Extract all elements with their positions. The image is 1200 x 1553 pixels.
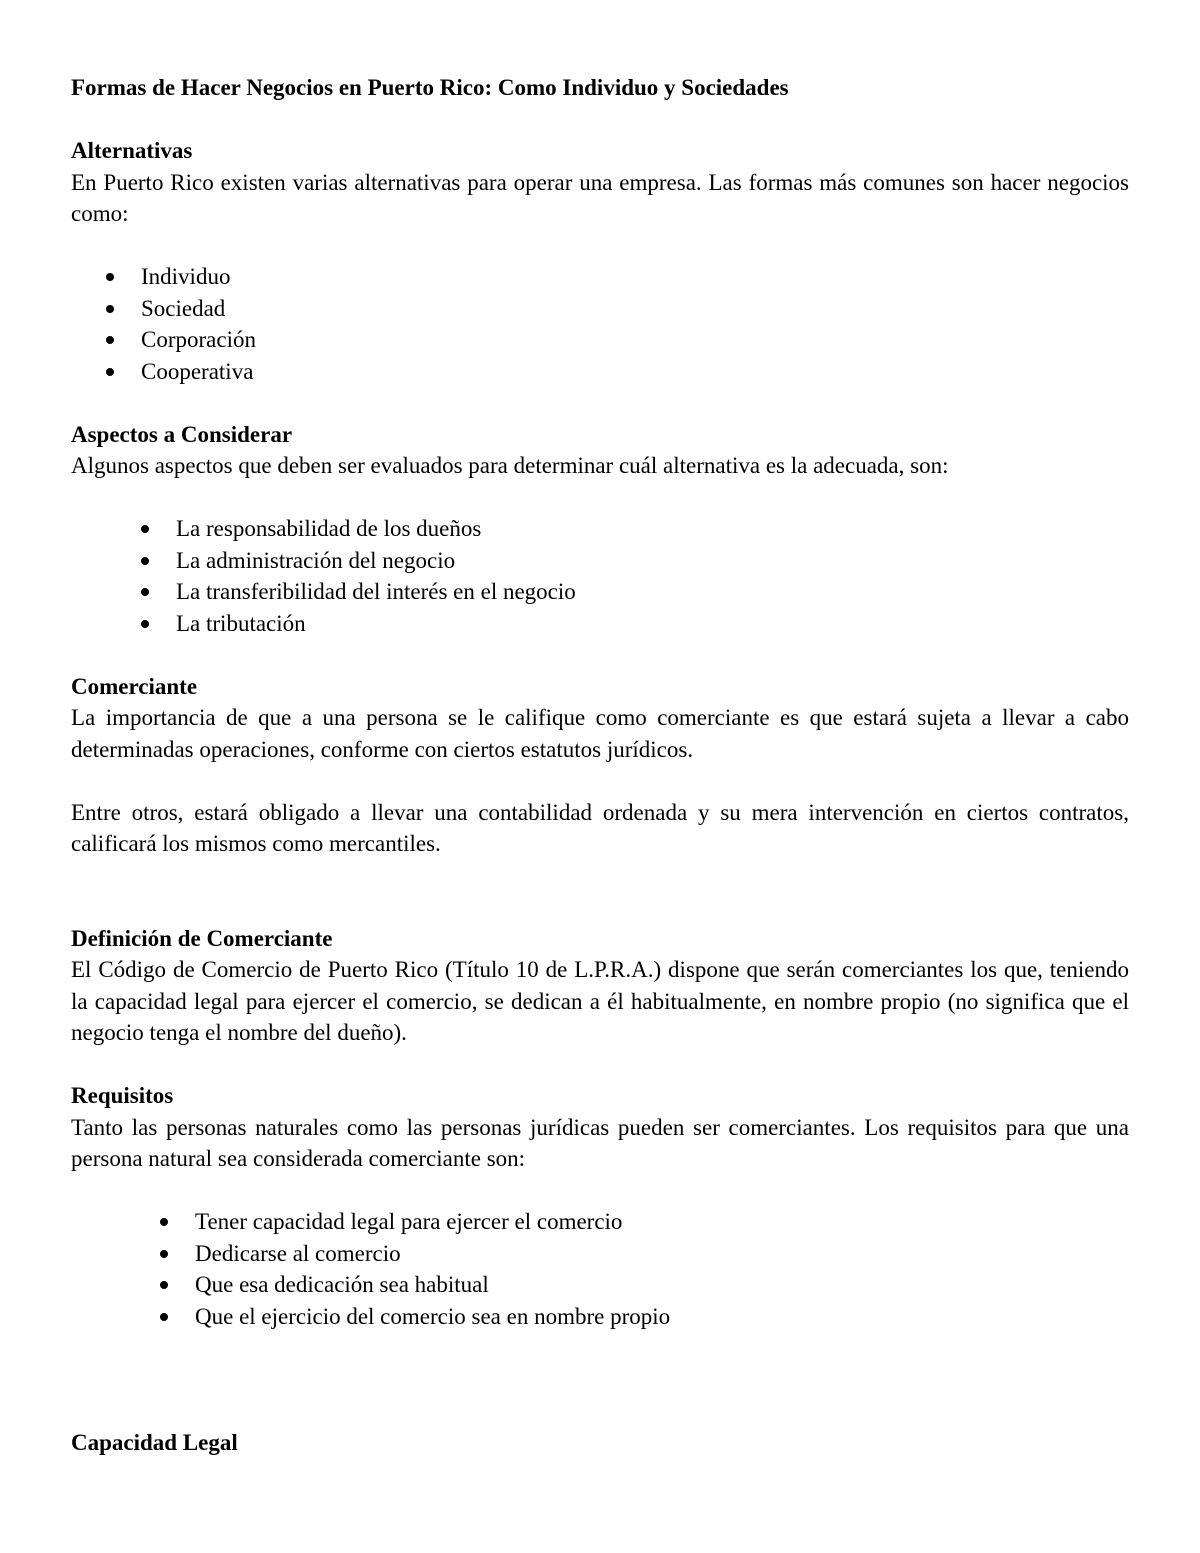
aspectos-text: Algunos aspectos que deben ser evaluados para determinar cuál alternativa es la adecuada, son: — [71, 453, 949, 478]
spacer — [71, 860, 1129, 923]
definicion-heading: Definición de Comerciante — [71, 925, 333, 951]
aspectos-list — [71, 513, 1129, 639]
alternativas-list — [71, 261, 1129, 387]
spacer — [71, 482, 1129, 514]
comerciante-text-1: La importancia de que a una persona se le califique como comerciante es que estará sujeta a llevar a cabo determinadas operaciones, conforme con ciertos estatutos jurídicos. — [71, 705, 1129, 762]
list-item: Sociedad — [71, 293, 1129, 325]
spacer — [71, 104, 1129, 136]
list-item: Tener capacidad legal para ejercer el comercio — [71, 1206, 1129, 1238]
spacer — [71, 1049, 1129, 1081]
spacer — [71, 1175, 1129, 1207]
aspectos-heading: Aspectos a Considerar — [71, 421, 293, 447]
definicion-text: El Código de Comercio de Puerto Rico (Título 10 de L.P.R.A.) dispone que serán comerciantes los que, teniendo la capacidad legal para ejercer el comercio, se dedican a él habitualmente, en nombre propio (no significa que el negocio tenga el nombre del dueño). — [71, 957, 1129, 1045]
spacer — [71, 765, 1129, 797]
list-item: La responsabilidad de los dueños — [71, 513, 1129, 545]
list-item: La administración del negocio — [71, 545, 1129, 577]
requisitos-heading: Requisitos — [71, 1083, 174, 1108]
list-item: Corporación — [71, 324, 1129, 356]
spacer — [71, 387, 1129, 419]
list-item: La transferibilidad del interés en el negocio — [71, 576, 1129, 608]
spacer — [71, 639, 1129, 671]
list-item: Cooperativa — [71, 356, 1129, 388]
spacer — [71, 230, 1129, 262]
spacer — [71, 1332, 1129, 1427]
list-item: La tributación — [71, 608, 1129, 640]
list-item: Que esa dedicación sea habitual — [71, 1269, 1129, 1301]
list-item: Que el ejercicio del comercio sea en nombre propio — [71, 1301, 1129, 1333]
comerciante-text-2: Entre otros, estará obligado a llevar una contabilidad ordenada y su mera intervención en ciertos contratos, calificará los mismos como mercantiles. — [71, 799, 1129, 856]
document-title: Formas de Hacer Negocios en Puerto Rico: Como Individuo y Sociedades — [71, 75, 789, 100]
list-item: Dedicarse al comercio — [71, 1238, 1129, 1270]
capacidad-heading: Capacidad Legal — [71, 1429, 238, 1455]
alternativas-heading: Alternativas — [71, 138, 193, 163]
requisitos-text: Tanto las personas naturales como las personas jurídicas pueden ser comerciantes. Los requisitos para que una persona natural sea considerada comerciante son: — [71, 1114, 1129, 1171]
requisitos-list — [71, 1206, 1129, 1332]
list-item: Individuo — [71, 261, 1129, 293]
alternativas-text: En Puerto Rico existen varias alternativas para operar una empresa. Las formas más comunes son hacer negocios como: — [71, 169, 1129, 226]
comerciante-heading: Comerciante — [71, 673, 198, 699]
